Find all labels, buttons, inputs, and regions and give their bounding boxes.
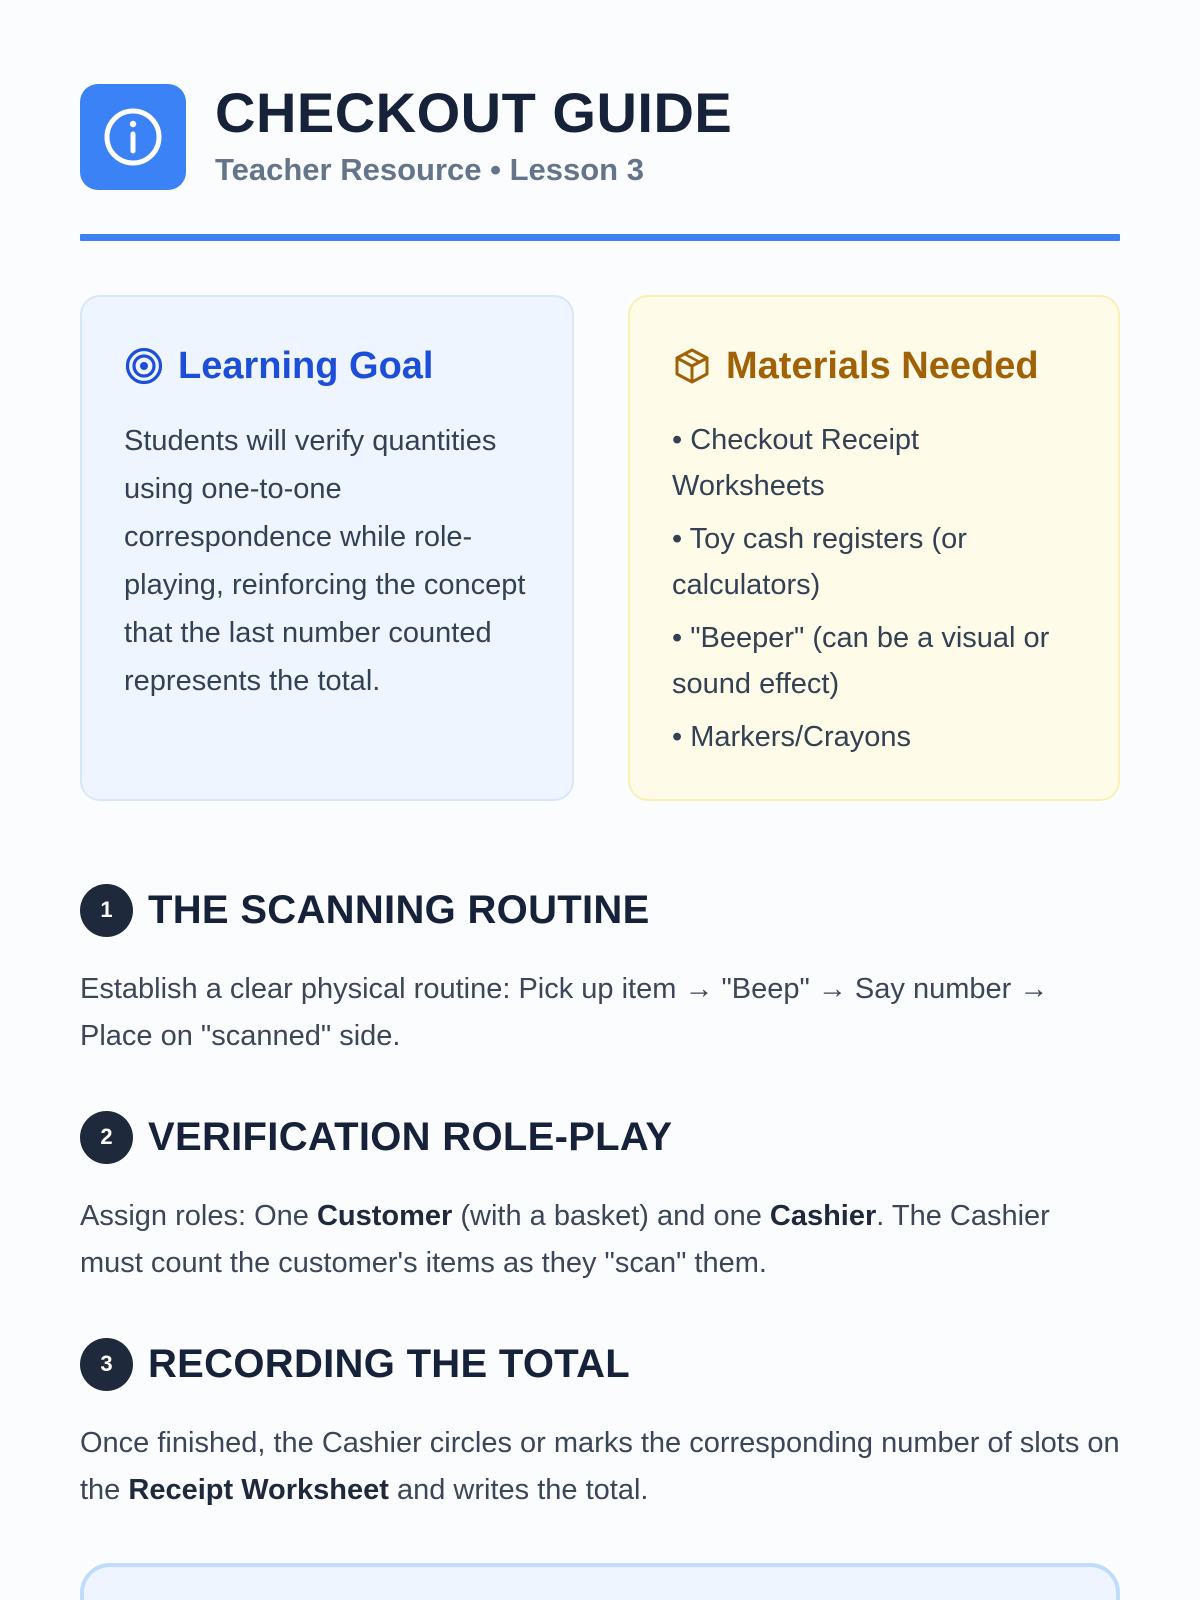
- section-text: Establish a clear physical routine: Pick up item → "Beep" → Say number → Place on "scanned" side.: [80, 973, 1049, 1052]
- section-title: THE SCANNING ROUTINE: [148, 887, 650, 932]
- learning-goal-card: [80, 295, 574, 801]
- list-item: • Toy cash registers (or calculators): [672, 523, 967, 601]
- section-recording-total: [80, 1336, 1120, 1514]
- page-title: CHECKOUT GUIDE: [215, 81, 733, 144]
- materials-title: Materials Needed: [726, 345, 1039, 387]
- section-verification-role-play: [80, 1109, 1120, 1287]
- worksheet-name: Receipt Worksheet: [128, 1474, 389, 1506]
- learning-goal-title: Learning Goal: [178, 345, 434, 387]
- step-number-badge: 3: [80, 1338, 133, 1391]
- page-header: [80, 81, 1120, 244]
- page: [80, 0, 1120, 1600]
- list-item: • Checkout Receipt Worksheets: [672, 424, 920, 502]
- target-icon: [124, 346, 164, 386]
- learning-goal-text: Students will verify quantities using one-to-one correspondence while role-playing, reinforcing the concept that the last number counted represents the total.: [124, 425, 526, 697]
- materials-card: [628, 295, 1120, 801]
- list-item: • Markers/Crayons: [672, 721, 911, 753]
- box-icon: [672, 346, 712, 386]
- step-number-badge: 1: [80, 884, 133, 937]
- materials-list: [672, 417, 1076, 760]
- role-customer: Customer: [316, 1200, 453, 1232]
- tip-box: [80, 1563, 1120, 1600]
- section-scanning-routine: [80, 882, 1120, 1060]
- page-subtitle: Teacher Resource • Lesson 3: [215, 152, 644, 187]
- list-item: • "Beeper" (can be a visual or sound effect): [672, 622, 1050, 700]
- section-title: RECORDING THE TOTAL: [148, 1341, 630, 1386]
- step-number-badge: 2: [80, 1111, 133, 1164]
- role-cashier: Cashier: [769, 1200, 877, 1232]
- info-icon: [80, 84, 186, 190]
- section-title: VERIFICATION ROLE-PLAY: [148, 1114, 673, 1159]
- section-text: Assign roles: One Customer (with a basket) and one Cashier. The Cashier must count the customer's items as they "scan" them.: [80, 1200, 1050, 1279]
- section-text: Once finished, the Cashier circles or marks the corresponding number of slots on the Receipt Worksheet and writes the total.: [80, 1427, 1120, 1506]
- header-divider: [80, 234, 1120, 241]
